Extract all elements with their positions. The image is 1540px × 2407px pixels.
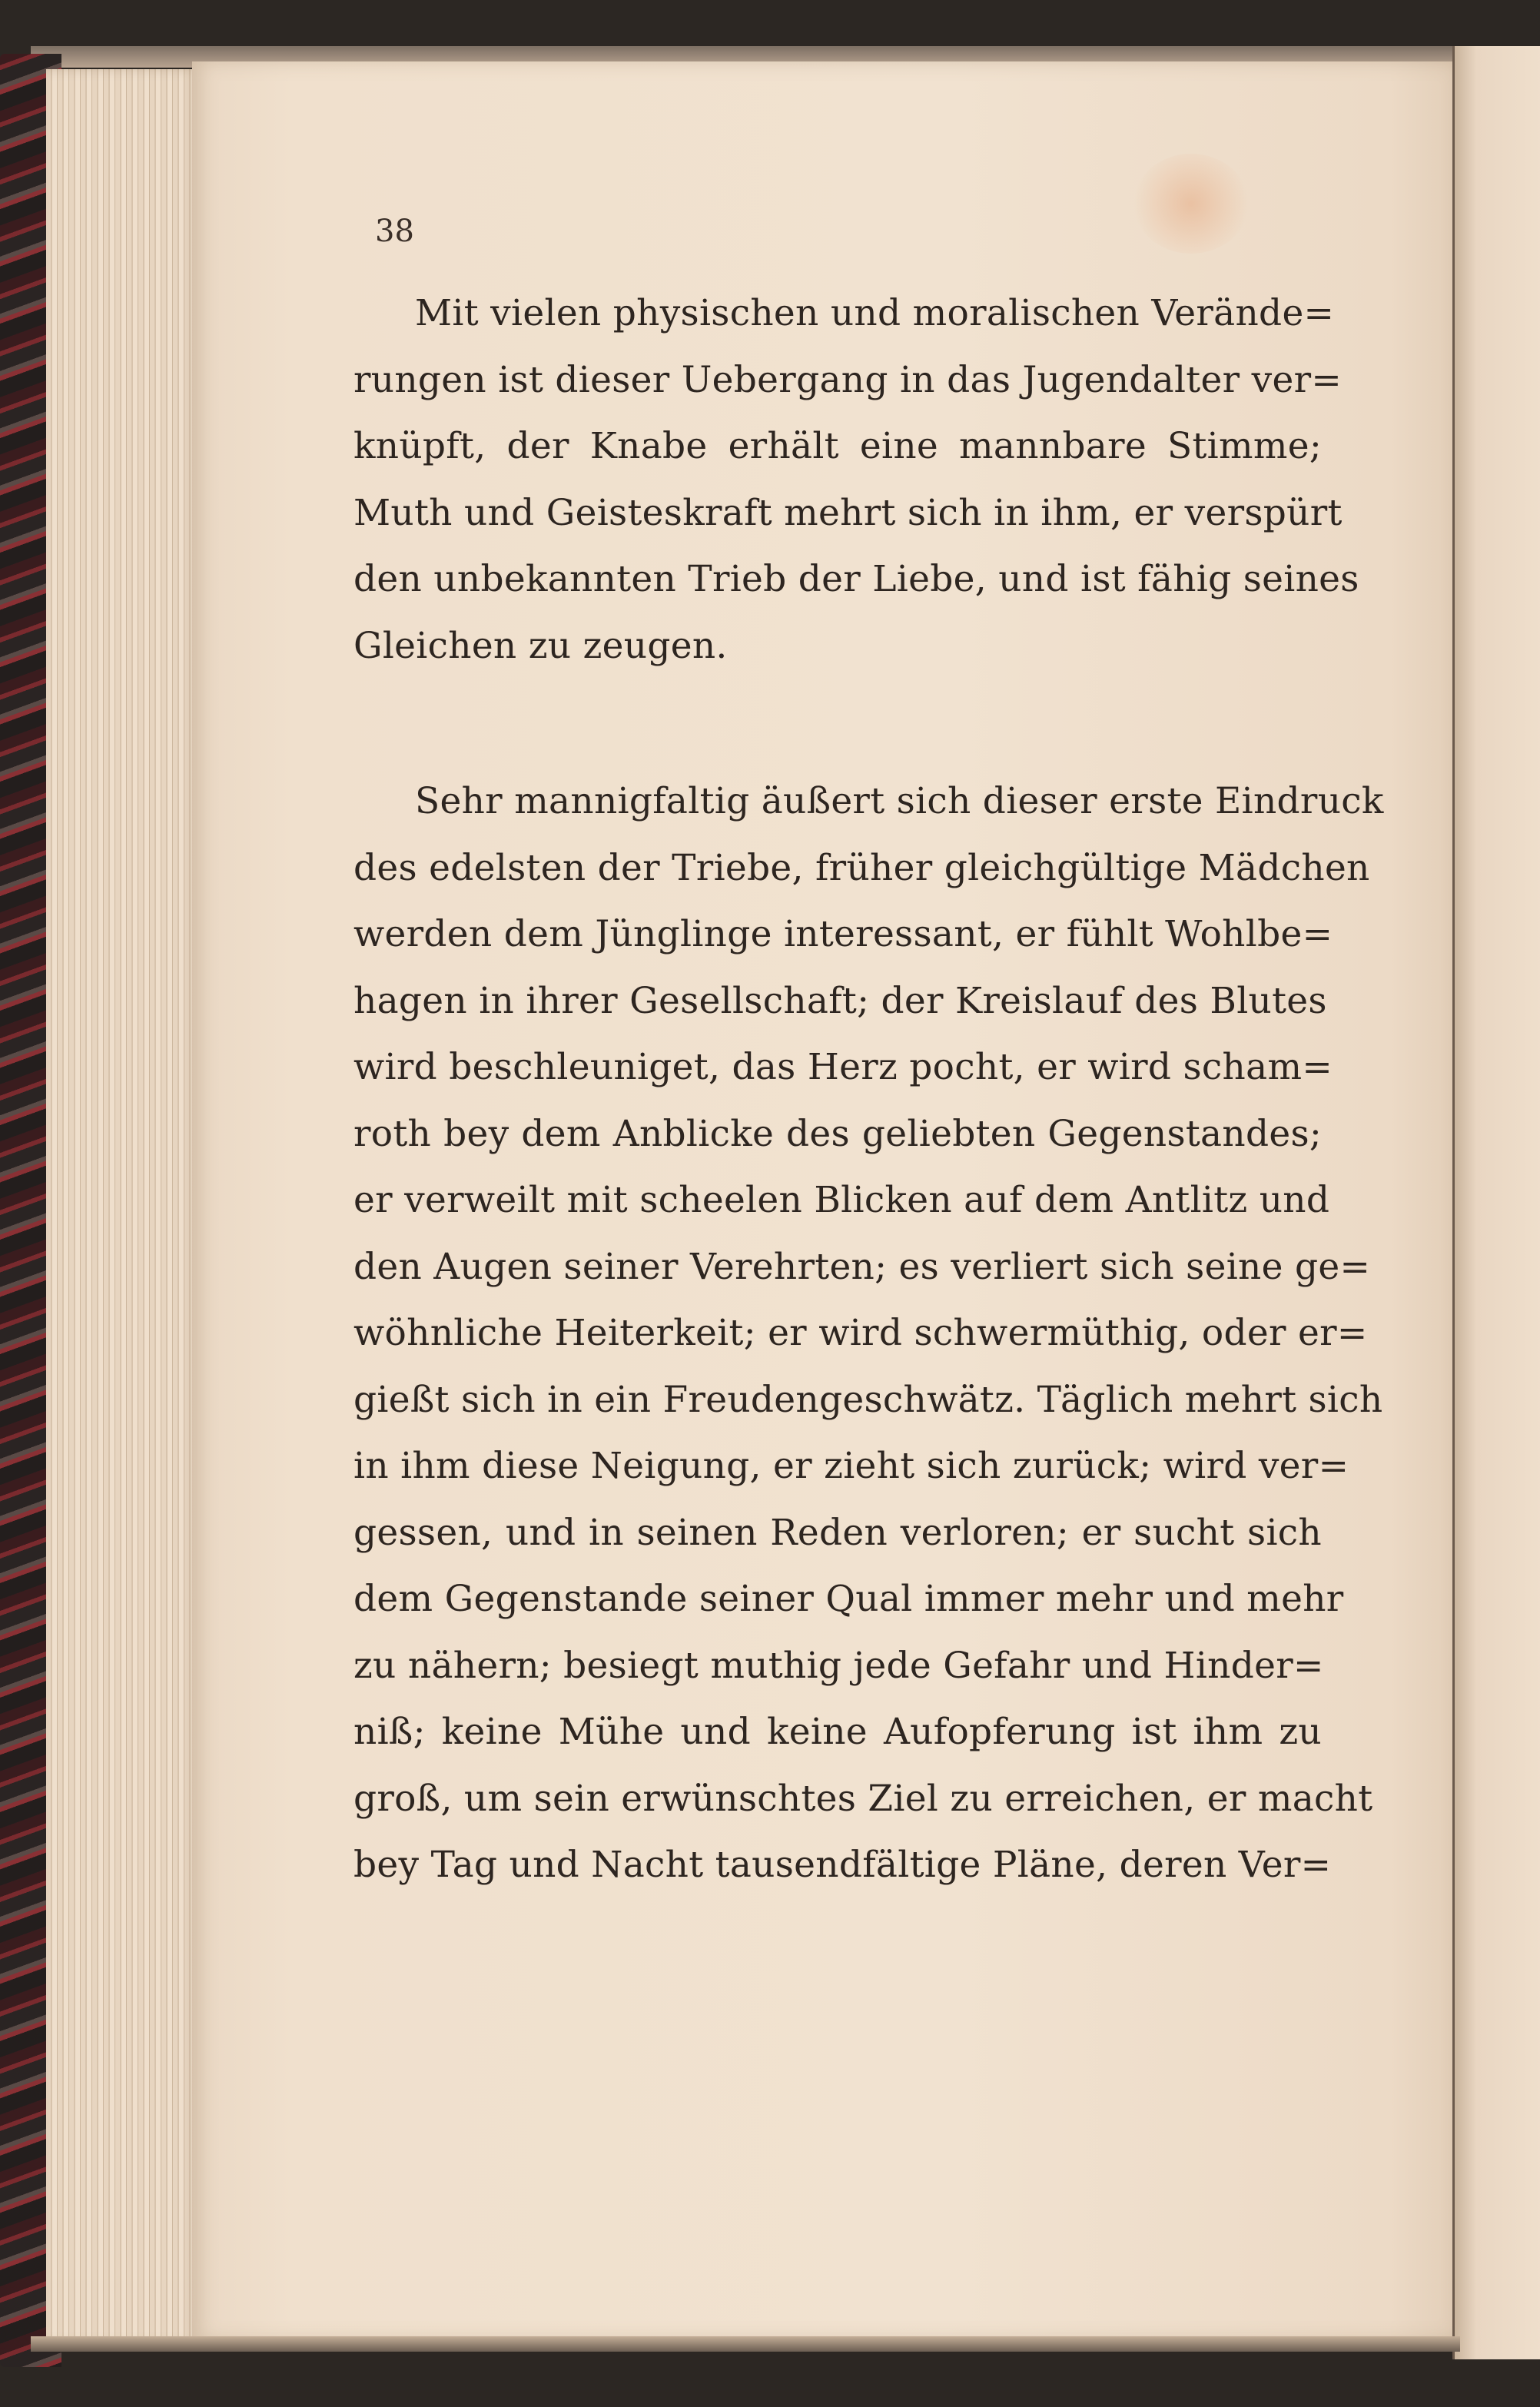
text-line: dem Gegenstande seiner Qual immer mehr und mehr <box>353 1578 1344 1620</box>
text-line: Gleichen zu zeugen. <box>353 624 728 667</box>
text-line: gessen, und in seinen Reden verloren; er sucht sich <box>353 1511 1322 1554</box>
text-line: bey Tag und Nacht tausendfältige Pläne, deren Ver= <box>353 1844 1332 1886</box>
text-line: in ihm diese Neigung, er zieht sich zurück; wird ver= <box>353 1445 1349 1487</box>
text-line: knüpft, der Knabe erhält eine mannbare Stimme; <box>353 425 1322 467</box>
text-line: des edelsten der Triebe, früher gleichgültige Mädchen <box>353 846 1370 889</box>
text-line: zu nähern; besiegt muthig jede Gefahr und Hinder= <box>353 1644 1324 1687</box>
text-line: werden dem Jünglinge interessant, er fühlt Wohlbe= <box>353 913 1333 955</box>
paragraph-2 <box>353 769 1384 1899</box>
text-line: gießt sich in ein Freudengeschwätz. Täglich mehrt sich <box>353 1378 1383 1421</box>
book-bottom-edge <box>31 2336 1460 2352</box>
text-line: wöhnliche Heiterkeit; er wird schwermüthig, oder er= <box>353 1312 1368 1354</box>
text-line: groß, um sein erwünschtes Ziel zu erreichen, er macht <box>353 1777 1373 1820</box>
text-line: roth bey dem Anblicke des geliebten Gegenstandes; <box>353 1112 1322 1155</box>
foxing-stain <box>1133 154 1249 254</box>
text-line: rungen ist dieser Uebergang in das Jugendalter ver= <box>353 358 1343 401</box>
text-line: Muth und Geisteskraft mehrt sich in ihm, er verspürt <box>353 491 1343 534</box>
facing-page-edge <box>1452 46 1540 2359</box>
page-number: 38 <box>375 214 414 249</box>
text-line: hagen in ihrer Gesellschaft; der Kreislauf des Blutes <box>353 979 1327 1022</box>
text-line: den Augen seiner Verehrten; es verliert sich seine ge= <box>353 1245 1371 1288</box>
text-line: wird beschleuniget, das Herz pocht, er wird scham= <box>353 1046 1333 1088</box>
text-line: niß; keine Mühe und keine Aufopferung ist ihm zu <box>353 1711 1322 1753</box>
page-edges <box>46 69 200 2344</box>
text-line: er verweilt mit scheelen Blicken auf dem Antlitz und <box>353 1179 1330 1221</box>
text-line: den unbekannten Trieb der Liebe, und ist fähig seines <box>353 558 1359 600</box>
paragraph-1 <box>353 281 1359 679</box>
text-line: Sehr mannigfaltig äußert sich dieser erste Eindruck <box>415 780 1384 822</box>
text-line: Mit vielen physischen und moralischen Verände= <box>415 292 1335 334</box>
